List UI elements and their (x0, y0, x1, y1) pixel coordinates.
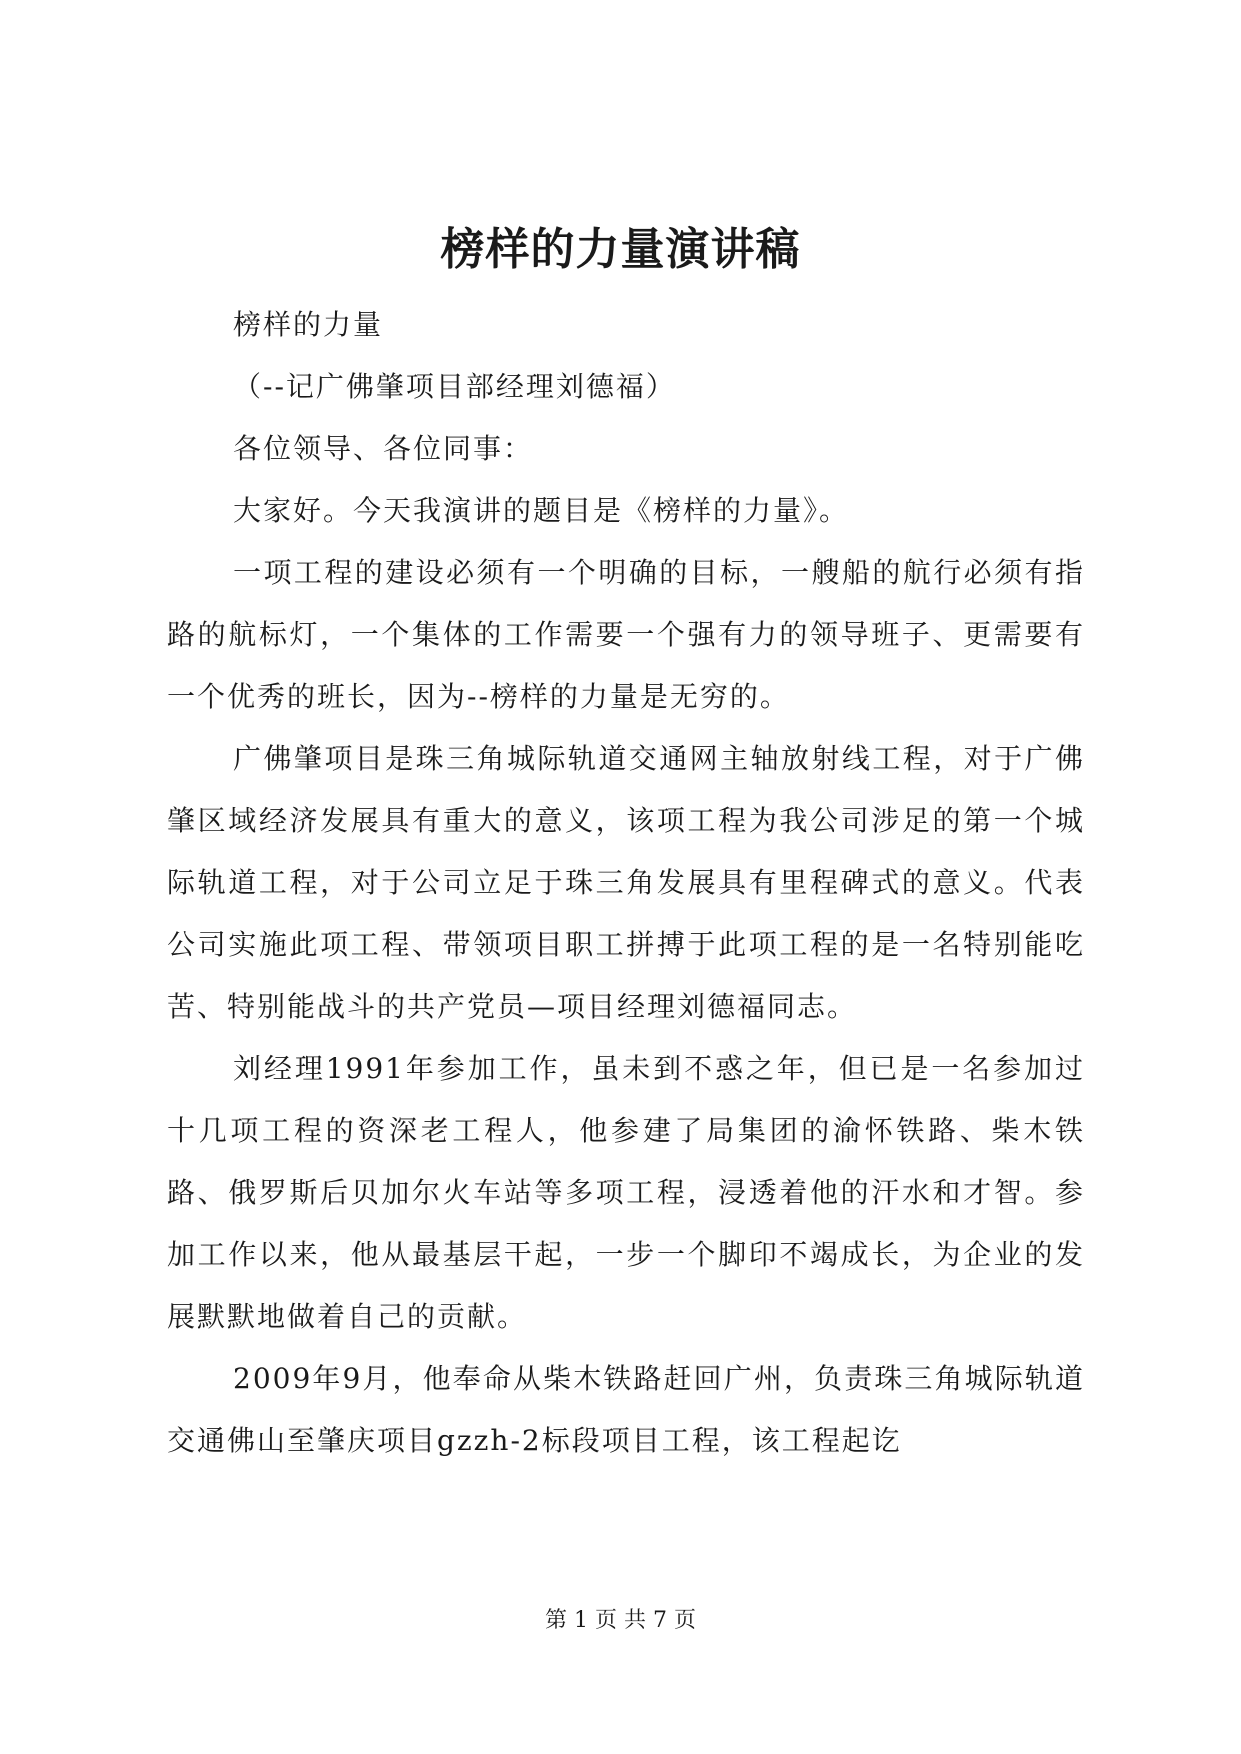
paragraph-subtitle: 榜样的力量 (233, 308, 384, 341)
document-body (167, 294, 1085, 1472)
paragraph-body: 刘经理1991年参加工作，虽未到不惑之年，但已是一名参加过十几项工程的资深老工程人，他参建了局集团的渝怀铁路、柴木铁路、俄罗斯后贝加尔火车站等多项工程，浸透着他的汗水和才智。参加工作以来，他从最基层干起，一步一个脚印不竭成长，为企业的发展默默地做着自己的贡献。 (167, 1052, 1085, 1333)
paragraph-dedication: （--记广佛肇项目部经理刘德福） (233, 370, 676, 403)
page-number: 第 1 页 共 7 页 (545, 1608, 696, 1633)
paragraph-body: 广佛肇项目是珠三角城际轨道交通网主轴放射线工程，对于广佛肇区域经济发展具有重大的意义，该项工程为我公司涉足的第一个城际轨道工程，对于公司立足于珠三角发展具有里程碑式的意义。代表公司实施此项工程、带领项目职工拼搏于此项工程的是一名特别能吃苦、特别能战斗的共产党员—项目经理刘德福同志。 (167, 742, 1085, 1023)
document-title: 榜样的力量演讲稿 (440, 224, 801, 275)
paragraph-greeting: 大家好。今天我演讲的题目是《榜样的力量》。 (233, 494, 850, 527)
paragraph-body: 2009年9月，他奉命从柴木铁路赶回广州，负责珠三角城际轨道交通佛山至肇庆项目gzzh-2标段项目工程，该工程起讫 (167, 1362, 1085, 1457)
paragraph-salutation: 各位领导、各位同事： (233, 432, 534, 465)
paragraph-body: 一项工程的建设必须有一个明确的目标，一艘船的航行必须有指路的航标灯，一个集体的工作需要一个强有力的领导班子、更需要有一个优秀的班长，因为--榜样的力量是无穷的。 (167, 556, 1085, 713)
